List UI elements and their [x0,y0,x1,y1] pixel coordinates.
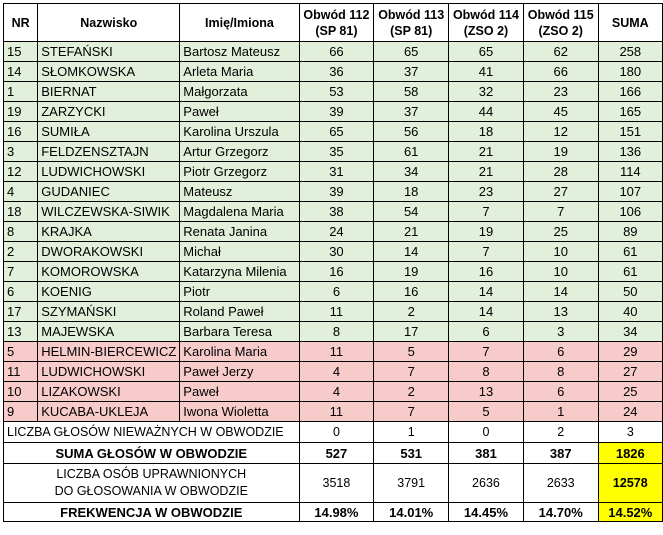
votes-114[interactable]: 7 [449,242,524,262]
votes-112[interactable]: 11 [299,342,374,362]
invalid-115[interactable]: 2 [523,422,598,443]
candidate-nr[interactable]: 3 [4,142,38,162]
votes-112[interactable]: 11 [299,402,374,422]
votes-113[interactable]: 58 [374,82,449,102]
total-votes-label[interactable]: SUMA GŁOSÓW W OBWODZIE [4,443,300,464]
votes-112[interactable]: 35 [299,142,374,162]
votes-114[interactable]: 7 [449,342,524,362]
votes-115[interactable]: 14 [523,282,598,302]
results-table [3,3,663,522]
votes-sum[interactable]: 258 [598,42,662,62]
votes-sum[interactable]: 61 [598,242,662,262]
candidate-names[interactable]: Paweł Jerzy [180,362,299,382]
candidate-names[interactable]: Karolina Urszula [180,122,299,142]
votes-115[interactable]: 27 [523,182,598,202]
votes-114[interactable]: 21 [449,142,524,162]
header-114-top: Obwód 114 [452,7,519,22]
candidate-row [4,262,663,282]
invalid-votes-row [4,422,663,443]
candidate-row [4,142,663,162]
header-112-top: Obwód 112 [303,7,370,22]
candidate-names[interactable]: Roland Paweł [180,302,299,322]
votes-sum[interactable]: 107 [598,182,662,202]
candidate-names[interactable]: Renata Janina [180,222,299,242]
candidate-names[interactable]: Karolina Maria [180,342,299,362]
votes-112[interactable]: 31 [299,162,374,182]
eligible-label-line1: LICZBA OSÓB UPRAWNIONYCH [56,467,247,481]
candidate-nr[interactable]: 14 [4,62,38,82]
votes-114[interactable]: 41 [449,62,524,82]
candidate-nr[interactable]: 9 [4,402,38,422]
votes-sum[interactable]: 136 [598,142,662,162]
candidate-row [4,302,663,322]
candidate-surname[interactable]: SŁOMKOWSKA [38,62,180,82]
votes-112[interactable]: 4 [299,382,374,402]
votes-112[interactable]: 4 [299,362,374,382]
candidate-nr[interactable]: 4 [4,182,38,202]
votes-112[interactable]: 6 [299,282,374,302]
turnout-114[interactable]: 14.45% [449,503,524,522]
votes-sum[interactable]: 29 [598,342,662,362]
header-nr[interactable]: NR [4,4,38,42]
candidate-row [4,42,663,62]
eligible-114[interactable]: 2636 [449,464,524,503]
votes-112[interactable]: 39 [299,182,374,202]
header-112-sub: (SP 81) [315,23,358,38]
header-surname[interactable]: Nazwisko [38,4,180,42]
candidate-surname[interactable]: WILCZEWSKA-SIWIK [38,202,180,222]
votes-115[interactable]: 7 [523,202,598,222]
votes-113[interactable]: 56 [374,122,449,142]
votes-112[interactable]: 11 [299,302,374,322]
votes-sum[interactable]: 151 [598,122,662,142]
votes-113[interactable]: 34 [374,162,449,182]
turnout-sum[interactable]: 14.52% [598,503,662,522]
candidate-nr[interactable]: 1 [4,82,38,102]
votes-115[interactable]: 23 [523,82,598,102]
votes-112[interactable]: 65 [299,122,374,142]
header-114-sub: (ZSO 2) [463,23,509,38]
votes-112[interactable]: 39 [299,102,374,122]
header-district-115[interactable] [523,4,598,42]
candidate-nr[interactable]: 7 [4,262,38,282]
candidate-rows [4,42,663,422]
votes-113[interactable]: 18 [374,182,449,202]
votes-114[interactable]: 6 [449,322,524,342]
candidate-nr[interactable]: 5 [4,342,38,362]
votes-114[interactable]: 7 [449,202,524,222]
candidate-row [4,362,663,382]
eligible-113[interactable]: 3791 [374,464,449,503]
votes-113[interactable]: 54 [374,202,449,222]
total-114[interactable]: 381 [449,443,524,464]
votes-115[interactable]: 8 [523,362,598,382]
votes-115[interactable]: 10 [523,262,598,282]
votes-114[interactable]: 65 [449,42,524,62]
votes-113[interactable]: 37 [374,102,449,122]
total-sum[interactable]: 1826 [598,443,662,464]
eligible-voters-row [4,464,663,503]
candidate-surname[interactable]: SUMIŁA [38,122,180,142]
votes-114[interactable]: 14 [449,302,524,322]
votes-112[interactable]: 36 [299,62,374,82]
candidate-row [4,82,663,102]
candidate-names[interactable]: Arleta Maria [180,62,299,82]
votes-113[interactable]: 16 [374,282,449,302]
votes-115[interactable]: 3 [523,322,598,342]
candidate-names[interactable]: Michał [180,242,299,262]
votes-sum[interactable]: 106 [598,202,662,222]
candidate-nr[interactable]: 10 [4,382,38,402]
votes-114[interactable]: 8 [449,362,524,382]
votes-sum[interactable]: 166 [598,82,662,102]
eligible-label-line2: DO GŁOSOWANIA W OBWODZIE [54,484,248,498]
total-votes-row [4,443,663,464]
votes-112[interactable]: 24 [299,222,374,242]
candidate-names[interactable]: Paweł [180,102,299,122]
votes-112[interactable]: 53 [299,82,374,102]
candidate-nr[interactable]: 6 [4,282,38,302]
votes-113[interactable]: 19 [374,262,449,282]
header-115-sub: (ZSO 2) [538,23,583,38]
votes-113[interactable]: 2 [374,302,449,322]
candidate-row [4,62,663,82]
votes-115[interactable]: 62 [523,42,598,62]
votes-115[interactable]: 12 [523,122,598,142]
candidate-nr[interactable]: 17 [4,302,38,322]
candidate-row [4,222,663,242]
votes-114[interactable]: 32 [449,82,524,102]
candidate-nr[interactable]: 13 [4,322,38,342]
invalid-114[interactable]: 0 [449,422,524,443]
candidate-names[interactable]: Piotr Grzegorz [180,162,299,182]
turnout-label[interactable]: FREKWENCJA W OBWODZIE [4,503,300,522]
candidate-row [4,102,663,122]
candidate-nr[interactable]: 18 [4,202,38,222]
candidate-names[interactable]: Artur Grzegorz [180,142,299,162]
eligible-label[interactable] [4,464,300,503]
eligible-112[interactable]: 3518 [299,464,374,503]
candidate-names[interactable]: Bartosz Mateusz [180,42,299,62]
votes-113[interactable]: 65 [374,42,449,62]
votes-112[interactable]: 16 [299,262,374,282]
candidate-row [4,382,663,402]
candidate-surname[interactable]: HELMIN-BIERCEWICZ [38,342,180,362]
summary-rows [4,422,663,522]
votes-115[interactable]: 10 [523,242,598,262]
candidate-names[interactable]: Katarzyna Milenia [180,262,299,282]
candidate-names[interactable]: Magdalena Maria [180,202,299,222]
candidate-names[interactable]: Barbara Teresa [180,322,299,342]
candidate-surname[interactable]: MAJEWSKA [38,322,180,342]
header-113-top: Obwód 113 [378,7,445,22]
header-district-114[interactable] [449,4,524,42]
votes-115[interactable]: 66 [523,62,598,82]
votes-115[interactable]: 1 [523,402,598,422]
votes-sum[interactable]: 27 [598,362,662,382]
candidate-nr[interactable]: 12 [4,162,38,182]
votes-sum[interactable]: 180 [598,62,662,82]
turnout-115[interactable]: 14.70% [523,503,598,522]
candidate-row [4,202,663,222]
eligible-115[interactable]: 2633 [523,464,598,503]
votes-115[interactable]: 45 [523,102,598,122]
votes-115[interactable]: 6 [523,382,598,402]
votes-114[interactable]: 16 [449,262,524,282]
votes-sum[interactable]: 50 [598,282,662,302]
candidate-surname[interactable]: SZYMAŃSKI [38,302,180,322]
candidate-surname[interactable]: GUDANIEC [38,182,180,202]
candidate-names[interactable]: Piotr [180,282,299,302]
invalid-sum[interactable]: 3 [598,422,662,443]
candidate-surname[interactable]: KRAJKA [38,222,180,242]
votes-sum[interactable]: 40 [598,302,662,322]
eligible-sum[interactable]: 12578 [598,464,662,503]
candidate-nr[interactable]: 19 [4,102,38,122]
votes-sum[interactable]: 114 [598,162,662,182]
candidate-surname[interactable]: LIZAKOWSKI [38,382,180,402]
votes-115[interactable]: 28 [523,162,598,182]
candidate-row [4,322,663,342]
candidate-nr[interactable]: 15 [4,42,38,62]
header-sum[interactable]: SUMA [598,4,662,42]
candidate-names[interactable]: Mateusz [180,182,299,202]
candidate-names[interactable]: Małgorzata [180,82,299,102]
candidate-row [4,162,663,182]
votes-114[interactable]: 14 [449,282,524,302]
votes-114[interactable]: 13 [449,382,524,402]
votes-sum[interactable]: 25 [598,382,662,402]
header-115-top: Obwód 115 [527,7,594,22]
votes-115[interactable]: 6 [523,342,598,362]
candidate-nr[interactable]: 2 [4,242,38,262]
votes-sum[interactable]: 89 [598,222,662,242]
candidate-surname[interactable]: KOMOROWSKA [38,262,180,282]
header-district-113[interactable] [374,4,449,42]
candidate-row [4,182,663,202]
votes-113[interactable]: 7 [374,402,449,422]
candidate-surname[interactable]: FELDZENSZTAJN [38,142,180,162]
votes-112[interactable]: 38 [299,202,374,222]
votes-sum[interactable]: 24 [598,402,662,422]
header-district-112[interactable] [299,4,374,42]
candidate-surname[interactable]: LUDWICHOWSKI [38,362,180,382]
candidate-row [4,282,663,302]
votes-113[interactable]: 14 [374,242,449,262]
votes-112[interactable]: 66 [299,42,374,62]
candidate-surname[interactable]: STEFAŃSKI [38,42,180,62]
votes-114[interactable]: 19 [449,222,524,242]
candidate-nr[interactable]: 16 [4,122,38,142]
candidate-surname[interactable]: LUDWICHOWSKI [38,162,180,182]
votes-114[interactable]: 18 [449,122,524,142]
candidate-names[interactable]: Iwona Wioletta [180,402,299,422]
invalid-113[interactable]: 1 [374,422,449,443]
candidate-surname[interactable]: ZARZYCKI [38,102,180,122]
candidate-surname[interactable]: KUCABA-UKLEJA [38,402,180,422]
votes-113[interactable]: 5 [374,342,449,362]
votes-113[interactable]: 7 [374,362,449,382]
turnout-row [4,503,663,522]
votes-sum[interactable]: 165 [598,102,662,122]
header-names[interactable]: Imię/Imiona [180,4,299,42]
votes-113[interactable]: 17 [374,322,449,342]
votes-sum[interactable]: 34 [598,322,662,342]
votes-112[interactable]: 30 [299,242,374,262]
votes-113[interactable]: 21 [374,222,449,242]
votes-113[interactable]: 37 [374,62,449,82]
candidate-names[interactable]: Paweł [180,382,299,402]
votes-115[interactable]: 25 [523,222,598,242]
total-115[interactable]: 387 [523,443,598,464]
votes-113[interactable]: 2 [374,382,449,402]
votes-113[interactable]: 61 [374,142,449,162]
header-row [4,4,663,42]
candidate-nr[interactable]: 8 [4,222,38,242]
votes-114[interactable]: 5 [449,402,524,422]
votes-114[interactable]: 21 [449,162,524,182]
candidate-surname[interactable]: BIERNAT [38,82,180,102]
invalid-112[interactable]: 0 [299,422,374,443]
candidate-nr[interactable]: 11 [4,362,38,382]
total-113[interactable]: 531 [374,443,449,464]
votes-115[interactable]: 13 [523,302,598,322]
total-112[interactable]: 527 [299,443,374,464]
turnout-113[interactable]: 14.01% [374,503,449,522]
invalid-votes-label[interactable]: LICZBA GŁOSÓW NIEWAŻNYCH W OBWODZIE [4,422,300,443]
candidate-row [4,242,663,262]
votes-sum[interactable]: 61 [598,262,662,282]
candidate-row [4,122,663,142]
votes-114[interactable]: 23 [449,182,524,202]
candidate-row [4,342,663,362]
candidate-surname[interactable]: KOENIG [38,282,180,302]
votes-112[interactable]: 8 [299,322,374,342]
turnout-112[interactable]: 14.98% [299,503,374,522]
votes-114[interactable]: 44 [449,102,524,122]
candidate-surname[interactable]: DWORAKOWSKI [38,242,180,262]
header-113-sub: (SP 81) [390,23,433,38]
candidate-row [4,402,663,422]
votes-115[interactable]: 19 [523,142,598,162]
